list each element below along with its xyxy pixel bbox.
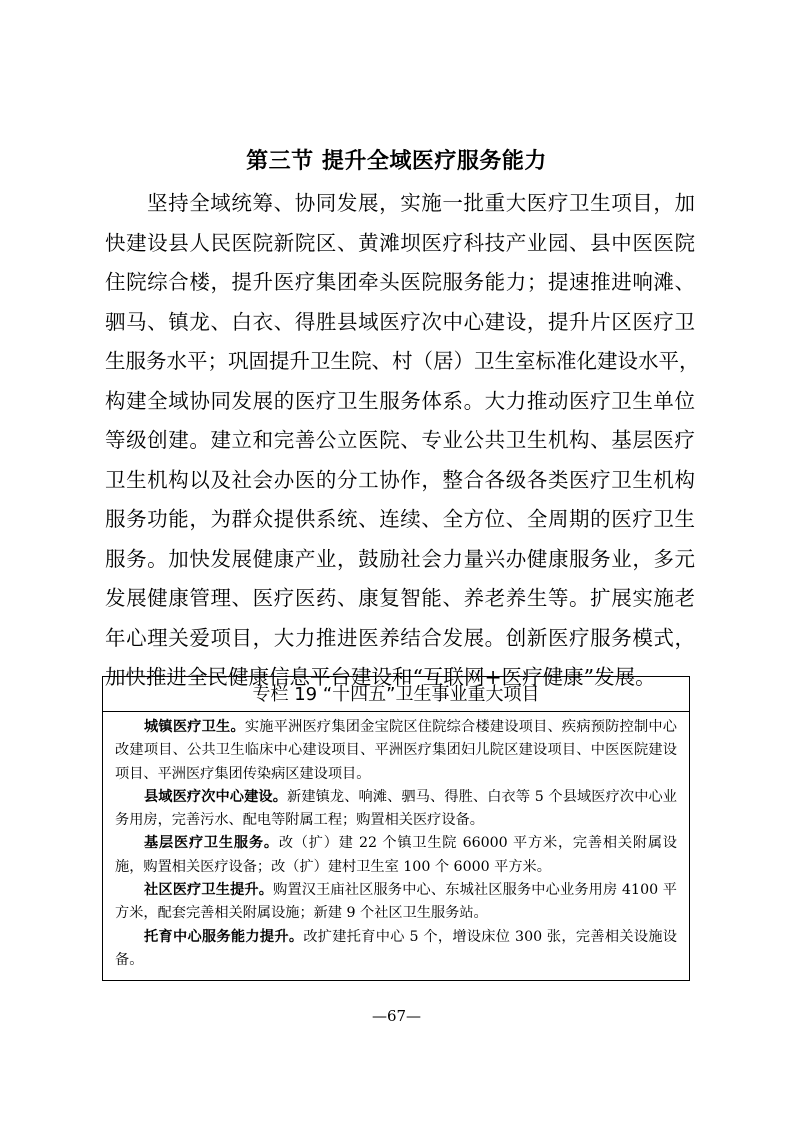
panel-item-label: 城镇医疗卫生。 [144, 719, 245, 735]
panel-item-text: 改扩建托育中心 5 个，增设床位 300 张，完善相关设施设备。 [115, 928, 677, 968]
body-line: 服务。加快发展健康产业，鼓励社会力量兴办健康服务业，多元 [105, 546, 695, 571]
section-title: 第三节 提升全域医疗服务能力 [246, 149, 547, 174]
body-line: 等级创建。建立和完善公立医院、专业公共卫生机构、基层医疗 [105, 428, 695, 452]
body-line: 加快推进全民健康信息平台建设和“互联网+医疗健康”发展。 [105, 665, 656, 689]
body-line: 驷马、镇龙、白衣、得胜县域医疗次中心建设，提升片区医疗卫 [105, 309, 695, 334]
body-line: 生服务水平；巩固提升卫生院、村（居）卫生室标准化建设水平， [105, 349, 700, 373]
panel-item [115, 879, 677, 926]
panel-body [103, 712, 689, 972]
panel-item-label: 基层医疗卫生服务。 [144, 835, 279, 852]
panel-item-text: 实施平洲医疗集团金宝院区住院综合楼建设项目、疾病预防控制中心改建项目、公共卫生临床中心建设项目、平洲医疗集团妇儿院区建设项目、中医医院建设项目、平洲医疗集团传染病区建设项目。 [115, 719, 677, 782]
body-line: 构建全域协同发展的医疗卫生服务体系。大力推动医疗卫生单位 [105, 388, 695, 413]
panel-item [115, 832, 677, 879]
body-paragraph [105, 184, 700, 698]
body-line: 年心理关爱项目，大力推进医养结合发展。创新医疗服务模式， [105, 625, 695, 650]
body-line: 卫生机构以及社会办医的分工协作，整合各级各类医疗卫生机构 [105, 467, 695, 492]
body-line: 服务功能，为群众提供系统、连续、全方位、全周期的医疗卫生 [105, 507, 695, 531]
panel-item [115, 926, 677, 973]
page-number: —67— [371, 1007, 422, 1025]
panel-item-text: 购置汉王庙社区服务中心、东城社区服务中心业务用房 4100 平方米，配套完善相关附属设施；新建 9 个社区卫生服务站。 [115, 882, 677, 922]
panel-item-label: 托育中心服务能力提升。 [144, 928, 304, 945]
panel-item [115, 786, 677, 833]
panel-item-text: 改（扩）建 22 个镇卫生院 66000 平方米，完善相关附属设施，购置相关医疗设备；改（扩）建村卫生室 100 个 6000 平方米。 [115, 835, 677, 875]
body-line: 快建设县人民医院新院区、黄滩坝医疗科技产业园、县中医医院 [105, 230, 695, 255]
panel-item-label: 县域医疗次中心建设。 [144, 788, 288, 805]
body-line: 坚持全域统筹、协同发展，实施一批重大医疗卫生项目，加 [147, 191, 695, 215]
panel-title: 专栏 19 “十四五”卫生事业重大项目 [103, 677, 689, 712]
body-line: 发展健康管理、医疗医药、康复智能、养老养生等。扩展实施老 [105, 586, 695, 610]
panel-item-text: 新建镇龙、响滩、驷马、得胜、白衣等 5 个县域医疗次中心业务用房，完善污水、配电等附属工程；购置相关医疗设备。 [115, 788, 677, 829]
project-panel [102, 676, 690, 981]
panel-item [115, 716, 677, 786]
body-line: 住院综合楼，提升医疗集团牵头医院服务能力；提速推进响滩、 [105, 270, 695, 294]
panel-item-label: 社区医疗卫生提升。 [144, 882, 274, 899]
